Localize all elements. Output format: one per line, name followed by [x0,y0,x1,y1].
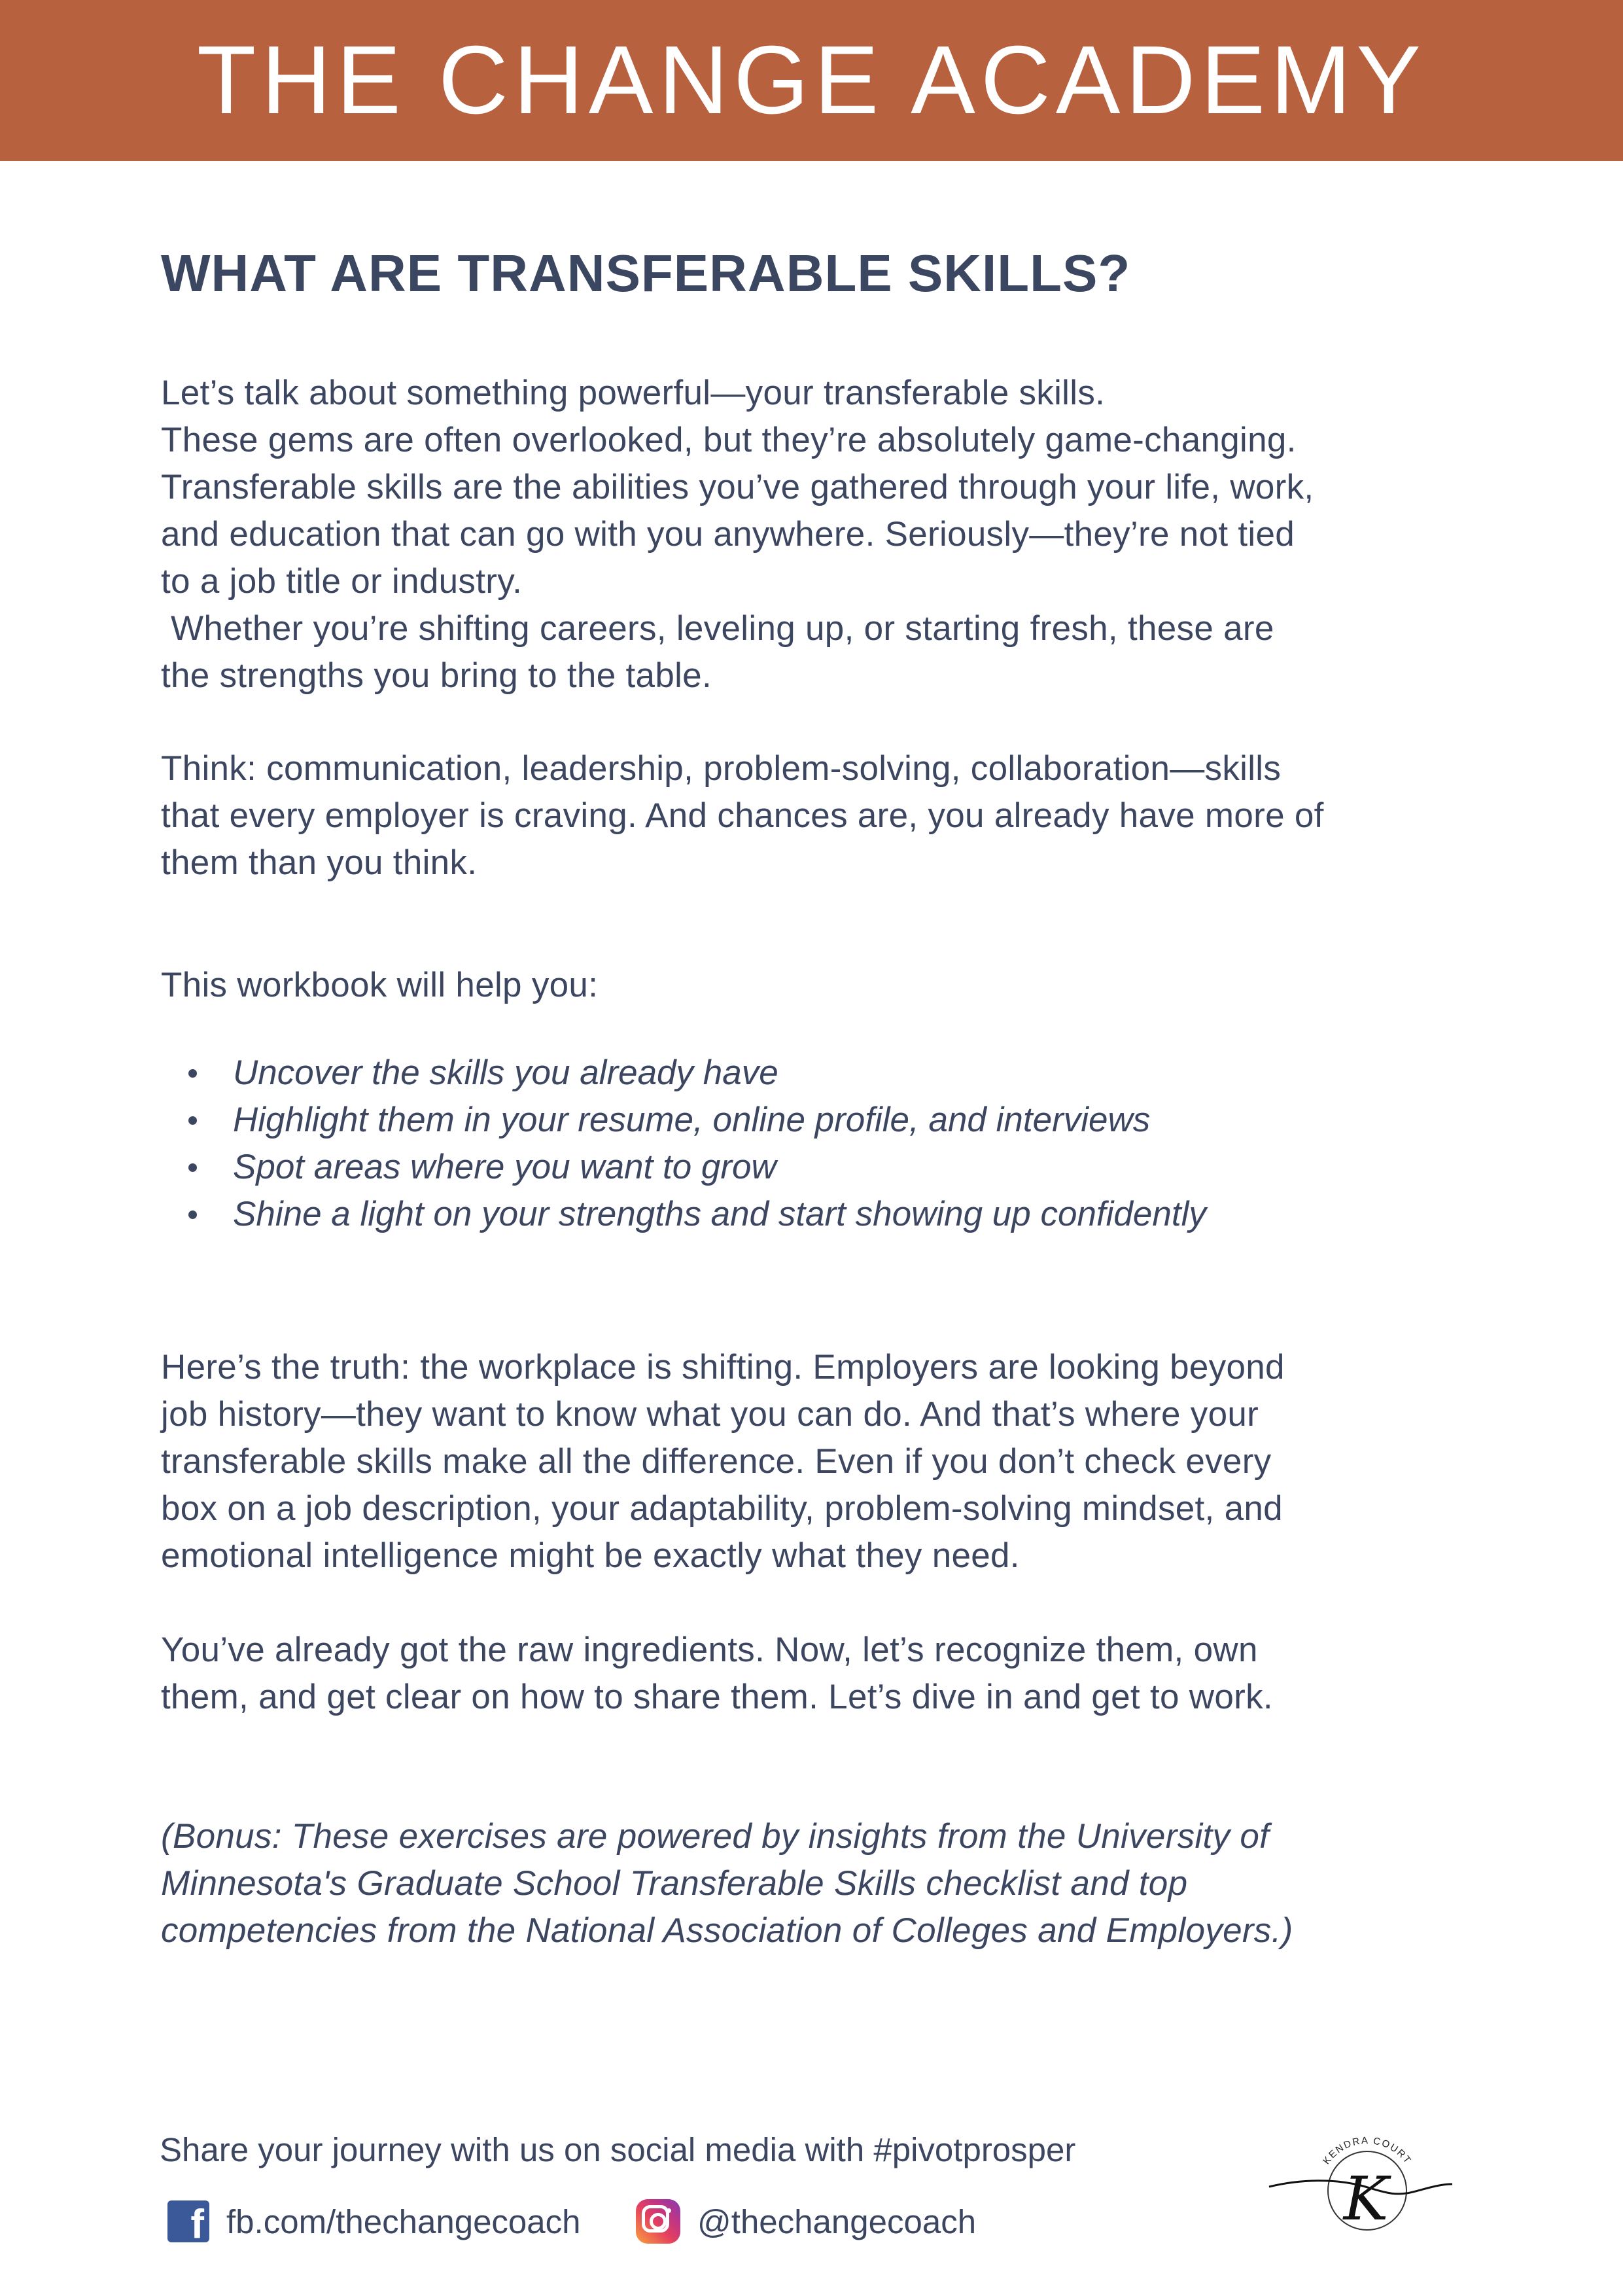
ingredients-line: them, and get clear on how to share them. Let’s dive in and get to work. [161,1678,1273,1716]
think-line: them than you think. [161,843,478,882]
facebook-link[interactable] [167,2199,581,2247]
intro-line: and education that can go with you anywhere. Seriously—they’re not tied [161,515,1295,554]
ingredients-line: You’ve already got the raw ingredients. Now, let’s recognize them, own [161,1631,1258,1669]
list-item-text: Spot areas where you want to grow [233,1148,777,1186]
truth-line: job history—they want to know what you can do. And that’s where your [161,1395,1259,1434]
intro-line: to a job title or industry. [161,562,523,601]
share-text: Share your journey with us on social media with #pivotprosper [160,2131,1076,2168]
instagram-link[interactable] [636,2199,976,2244]
logo-letter: K [1343,2164,1389,2234]
list-item [161,1191,1206,1238]
think-line: that every employer is craving. And chances are, you already have more of [161,796,1324,835]
list-item-text: Highlight them in your resume, online profile, and interviews [233,1101,1151,1139]
think-line: Think: communication, leadership, problem-solving, collaboration—skills [161,749,1282,788]
bonus-note [161,1813,1469,1954]
list-item-text: Uncover the skills you already have [233,1053,778,1092]
benefits-list [161,1050,1206,1238]
bullet-icon [188,1163,197,1172]
truth-line: transferable skills make all the difference. Even if you don’t check every [161,1442,1272,1481]
bonus-line: competencies from the National Association of Colleges and Employers.) [161,1911,1293,1950]
bonus-line: (Bonus: These exercises are powered by insights from the University of [161,1817,1270,1856]
workbook-intro-text: This workbook will help you: [161,966,599,1004]
intro-line: These gems are often overlooked, but they’re absolutely game-changing. [161,421,1297,459]
intro-line: Whether you’re shifting careers, leveling up, or starting fresh, these are [161,609,1274,648]
truth-line: Here’s the truth: the workplace is shifting. Employers are looking beyond [161,1348,1285,1386]
academy-title: THE CHANGE ACADEMY [196,26,1427,134]
intro-paragraph [161,370,1469,699]
list-item-text: Shine a light on your strengths and start showing up confidently [233,1195,1206,1233]
instagram-icon [636,2199,680,2244]
intro-line: Transferable skills are the abilities you’ve gathered through your life, work, [161,468,1314,506]
think-paragraph [161,745,1469,887]
header-banner [0,0,1623,161]
facebook-handle[interactable]: fb.com/thechangecoach [226,2202,581,2240]
bullet-icon [188,1210,197,1219]
bullet-icon [188,1116,197,1125]
intro-line: the strengths you bring to the table. [161,656,712,695]
logo-arc-text: KENDRA COURT [1321,2134,1414,2167]
list-item [161,1144,1206,1191]
list-item [161,1050,1206,1097]
list-item [161,1097,1206,1144]
bullet-icon [188,1069,197,1078]
truth-paragraph [161,1344,1469,1580]
truth-line: emotional intelligence might be exactly what they need. [161,1536,1020,1575]
intro-line: Let’s talk about something powerful—your transferable skills. [161,374,1106,412]
instagram-handle[interactable]: @thechangecoach [697,2202,977,2240]
ingredients-paragraph [161,1627,1469,1721]
workbook-intro [161,962,1469,1009]
facebook-icon: f [167,2200,209,2242]
bonus-line: Minnesota's Graduate School Transferable Skills checklist and top [161,1864,1188,1903]
page-title: WHAT ARE TRANSFERABLE SKILLS? [161,244,1131,302]
truth-line: box on a job description, your adaptability, problem-solving mindset, and [161,1489,1283,1528]
kendra-court-logo [1263,2081,1459,2251]
